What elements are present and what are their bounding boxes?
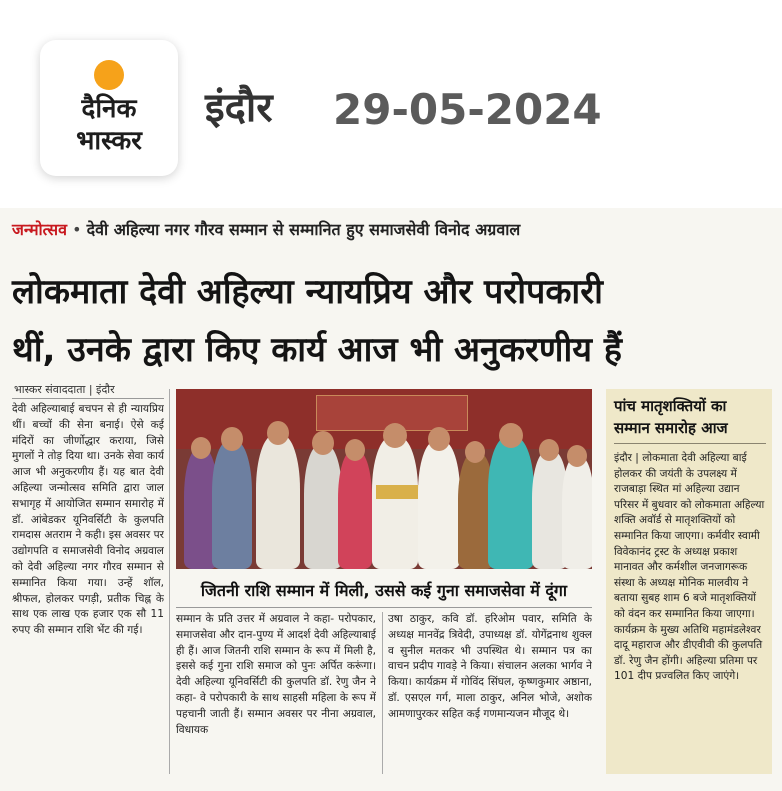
- sidebar-text: इंदौर | लोकमाता देवी अहिल्या बाई होलकर की जयंती के उपलक्ष्य में राजबाड़ा स्थित मां अहिल्या उद्यान परिसर में बुधवार को लोकमाता अहिल्या शक्ति अवॉर्ड से मातृशक्तियों को सम्मानित किया जाएगा। कर्मवीर स्वामी विवेकानंद ट्रस्ट के अध्यक्ष प्रकाश मानावत और कर्मशील जनजागरूक संस्था के अध्यक्ष मोनिक मालवीय ने बताया सुबह शाम 6 बजे मातृशक्तियों को वंदन कर सम्मानित किया जाएगा। कार्यक्रम के मुख्य अतिथि महामंडलेश्वर दादू महाराज और डीएवीवी की कुलपति डॉ. रेणु जैन होंगी। अहिल्या प्रतिमा पर 101 दीप प्रज्वलित किए जाएंगे।: [614, 452, 765, 683]
- person: [372, 437, 418, 569]
- kicker-tag: जन्मोत्सव: [12, 220, 67, 239]
- sidebar-rule: [614, 443, 766, 444]
- bullet-icon: •: [72, 220, 87, 239]
- kicker-text: देवी अहिल्या नगर गौरव सम्मान से सम्मानित हुए समाजसेवी विनोद अग्रवाल: [86, 220, 521, 239]
- headline-line-1: लोकमाता देवी अहिल्या न्यायप्रिय और परोपकारी: [12, 272, 603, 312]
- byline-rule: [12, 398, 164, 399]
- person: [256, 435, 300, 569]
- person: [562, 457, 592, 569]
- article-column-3: उषा ठाकुर, कवि डॉ. हरिओम पवार, समिति के अध्यक्ष मानवेंद्र त्रिवेदी, उपाध्यक्ष डॉ. योगेंद्रनाथ शुक्ल व सुनील मतकर भी उपस्थित थे। सम्मान पत्र का वाचन प्रदीप गावड़े ने किया। संचालन अलका भार्गव ने किया। कार्यक्रम में गोविंद सिंघल, कृष्णकुमार अष्ठाना, डॉ. एसएल गर्ग, माला ठाकुर, अनिल भोजे, अशोक आमणापुरकर सहित कई गणमान्यजन मौजूद थे।: [388, 613, 592, 720]
- logo-word-dainik: दैनिक: [81, 94, 137, 124]
- headline-line-2: थीं, उनके द्वारा किए कार्य आज भी अनुकरणीय हैं: [12, 330, 622, 370]
- newspaper-logo: [40, 40, 178, 176]
- column-divider: [382, 612, 383, 774]
- person: [488, 437, 534, 569]
- sidebar-title: पांच मातृशक्तियों का सम्मान समारोह आज: [614, 397, 728, 437]
- memento: [376, 485, 420, 499]
- column-divider: [169, 389, 170, 774]
- edition-city: इंदौर: [205, 85, 273, 131]
- kicker: [12, 218, 520, 242]
- logo-word-bhaskar: भास्कर: [76, 126, 142, 156]
- article-column-2: सम्मान के प्रति उत्तर में अग्रवाल ने कहा- परोपकार, समाजसेवा और दान-पुण्य में आदर्श देवी अहिल्याबाई ही हैं। आज जितनी राशि सम्मान के रूप में मिली है, इससे कई गुना राशि समाज को पुनः अर्पित करूंगा। देवी अहिल्या यूनिवर्सिटी की कुलपति डॉ. रेणु जैन ने कहा- वे परोपकारी के साथ साहसी महिला के रूप में पहचानी जाती हैं। सम्मान अवसर पर नीना अग्रवाल, विधायक: [176, 613, 376, 736]
- sidebar-box: [606, 389, 772, 774]
- edition-date: 29-05-2024: [333, 85, 602, 134]
- event-photo: [176, 389, 592, 569]
- article-column-1: देवी अहिल्याबाई बचपन से ही न्यायप्रिय थीं। बच्चों की सेना बनाई। ऐसे कई मंदिरों का जीर्णोद्धार कराया, जिसे मुगलों ने तोड़ दिया था। उनके सेवा कार्य आज भी अनुकरणीय हैं। यह बात देवी अहिल्या जन्मोत्सव समिति द्वारा जाल सभागृह में आयोजित सम्मान समारोह में डॉ. आंबेडकर यूनिवर्सिटी के कुलपति रामदास अतराम ने कही। इस अवसर पर उद्योगपति व समाजसेवी विनोद अग्रवाल को देवी अहिल्या नगर गौरव सम्मान से सम्मानित किया गया। उन्हें शॉल, श्रीफल, होलकर पगड़ी, प्रतीक चिह्न के साथ एक लाख एक हजार एक सौ 11 रुपए की सम्मान राशि भेंट की गई।: [12, 403, 164, 637]
- subhead-rule: [176, 607, 592, 608]
- sun-icon: [94, 60, 124, 90]
- person: [212, 441, 252, 569]
- person: [418, 441, 460, 569]
- byline: भास्कर संवाददाता | इंदौर: [14, 383, 115, 396]
- subheadline: जितनी राशि सम्मान में मिली, उससे कई गुना समाजसेवा में दूंगा: [200, 581, 568, 600]
- person: [304, 445, 342, 569]
- person: [338, 451, 372, 569]
